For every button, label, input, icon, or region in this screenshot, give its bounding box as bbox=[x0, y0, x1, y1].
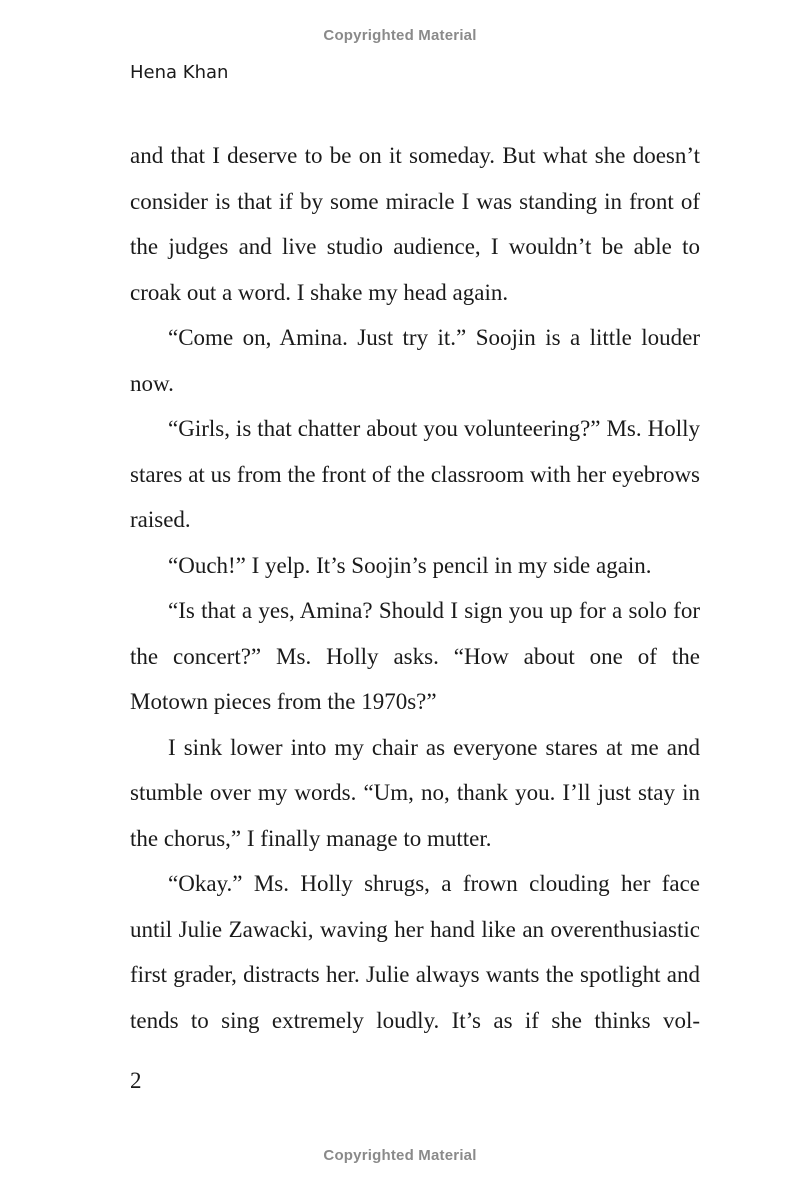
copyright-watermark-bottom: Copyrighted Material bbox=[323, 1147, 477, 1164]
paragraph-2: “Come on, Amina. Just try it.” Soojin is a little louder now. bbox=[130, 325, 700, 396]
paragraph-1: and that I deserve to be on it someday. But what she doesn’t consider is that if by some miracle I was standing in front of the judges and live studio audience, I wouldn’t be able to croak out a word. I shake my head again. bbox=[130, 143, 700, 305]
paragraph-7: “Okay.” Ms. Holly shrugs, a frown clouding her face until Julie Zawacki, waving her hand like an overenthusiastic first grader, distracts her. Julie always wants the spotlight and tends to sing extremely loudly. It’s as if she thinks vol- bbox=[130, 871, 700, 1033]
page-body bbox=[130, 133, 700, 1043]
paragraph-5: “Is that a yes, Amina? Should I sign you up for a solo for the concert?” Ms. Holly asks. “How about one of the Motown pieces from the 1970s?” bbox=[130, 598, 700, 714]
paragraph-4: “Ouch!” I yelp. It’s Soojin’s pencil in my side again. bbox=[168, 552, 652, 578]
paragraph-6: I sink lower into my chair as everyone stares at me and stumble over my words. “Um, no, thank you. I’ll just stay in the chorus,” I finally manage to mutter. bbox=[130, 734, 700, 851]
page-number: 2 bbox=[130, 1068, 142, 1093]
paragraph-3: “Girls, is that chatter about you volunteering?” Ms. Holly stares at us from the front of the classroom with her eyebrows raised. bbox=[130, 416, 700, 532]
copyright-watermark-top: Copyrighted Material bbox=[323, 27, 477, 44]
running-head-author: Hena Khan bbox=[130, 62, 229, 83]
